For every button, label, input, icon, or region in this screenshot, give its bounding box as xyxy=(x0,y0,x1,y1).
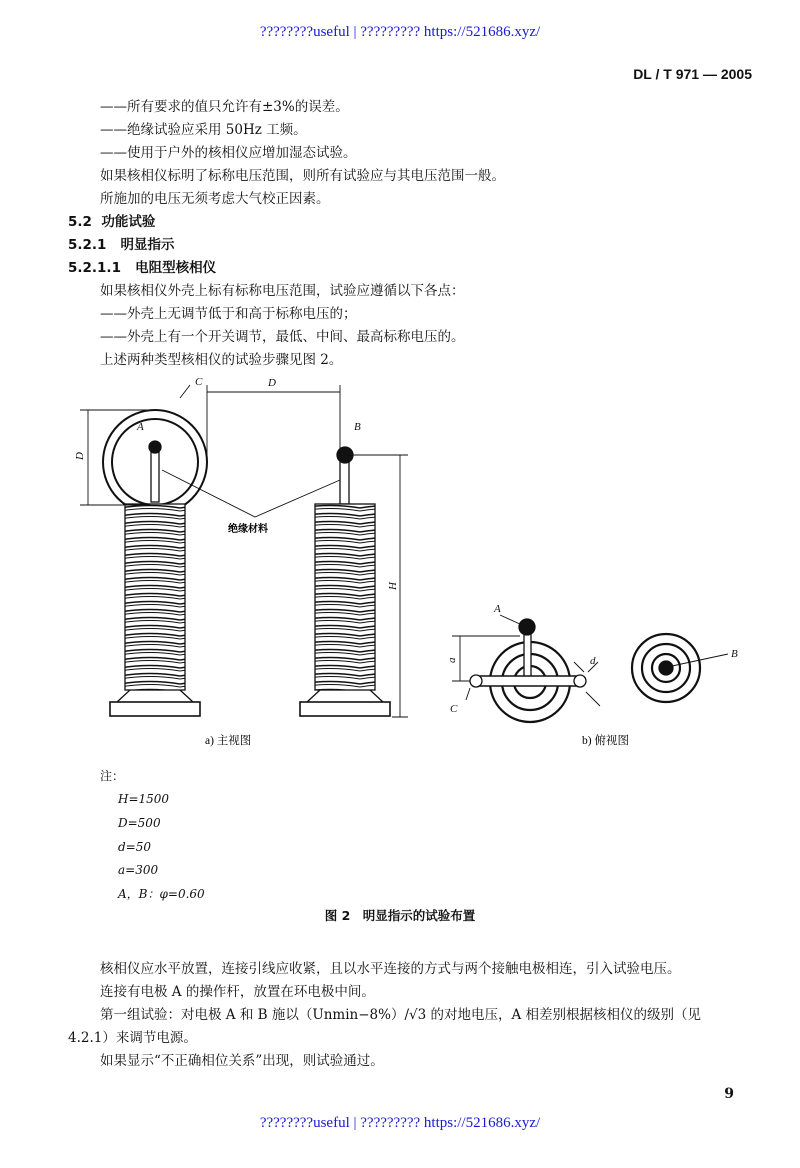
label-a-left: A xyxy=(137,421,144,433)
label-b-left: B xyxy=(354,421,361,433)
footer-watermark[interactable]: ????????useful | ????????? https://521686.xyz/ xyxy=(259,1115,541,1131)
section-number: 5.2.1.1 xyxy=(68,260,121,276)
note-item: d=50 xyxy=(118,840,152,854)
note-item: A，B：φ=0.60 xyxy=(118,887,205,901)
text-line: ——使用于户外的核相仪应增加湿态试验。 xyxy=(100,145,357,161)
insulator-right xyxy=(315,504,375,690)
text-line: ——绝缘试验应采用 50Hz 工频。 xyxy=(100,122,307,138)
insulator-left xyxy=(125,504,185,690)
text-line: ——所有要求的值只允许有±3%的误差。 xyxy=(100,99,349,115)
text-line: 上述两种类型核相仪的试验步骤见图 2。 xyxy=(100,352,343,368)
label-a-right: A xyxy=(494,603,501,615)
text-line: 如果核相仪标明了标称电压范围，则所有试验应与其电压范围一般。 xyxy=(100,168,505,184)
standard-id: DL / T 971 — 2005 xyxy=(633,66,752,82)
figure-title: 图 2 明显指示的试验布置 xyxy=(324,908,476,923)
base-left xyxy=(110,702,200,716)
text-line: ——外壳上无调节低于和高于标称电压的； xyxy=(100,306,357,322)
caption-b: b) 俯视图 xyxy=(582,735,629,747)
label-h: H xyxy=(387,582,399,590)
note-item: a=300 xyxy=(118,863,159,877)
text-line: ——外壳上有一个开关调节，最低、中间、最高标称电压的。 xyxy=(100,329,465,345)
label-c-right: C xyxy=(450,703,458,715)
page-number: 9 xyxy=(724,1086,734,1102)
text-line: 如果核相仪外壳上标有标称电压范围，试验应遵循以下各点： xyxy=(100,283,465,299)
rod-a xyxy=(151,452,159,502)
section-number: 5.2.1 xyxy=(68,237,107,253)
header-watermark[interactable]: ????????useful | ????????? https://521686.xyz/ xyxy=(259,24,541,40)
top-view xyxy=(632,634,728,702)
label-b-right: B xyxy=(731,648,738,660)
label-insulation: 绝缘材料 xyxy=(228,524,268,535)
note-item: D=500 xyxy=(118,816,161,830)
electrode-a xyxy=(149,441,161,453)
label-a-dim: a xyxy=(446,657,458,663)
text-line: 第一组试验：对电极 A 和 B 施以（Unmin−8%）/√3 的对地电压，A 相差别根据核相仪的级别（见 xyxy=(100,1007,702,1023)
label-d-left: D xyxy=(74,452,86,460)
section-title: 功能试验 xyxy=(101,214,156,230)
base-right xyxy=(300,702,390,716)
note-item: H=1500 xyxy=(118,792,170,806)
text-line: 所施加的电压无须考虑大气校正因素。 xyxy=(100,191,330,207)
text-line: 连接有电极 A 的操作杆，放置在环电极中间。 xyxy=(100,984,375,1000)
label-d-small: d xyxy=(590,655,596,667)
label-c: C xyxy=(195,376,203,388)
text-line: 4.2.1）来调节电源。 xyxy=(68,1030,197,1046)
note-title: 注： xyxy=(100,769,125,783)
side-view xyxy=(452,619,600,722)
text-line: 核相仪应水平放置，连接引线应收紧，且以水平连接的方式与两个接触电极相连，引入试验电压。 xyxy=(100,961,681,977)
section-number: 5.2 xyxy=(68,214,92,230)
label-d-top: D xyxy=(268,377,276,389)
section-title: 明显指示 xyxy=(120,237,175,253)
text-line: 如果显示“不正确相位关系”出现，则试验通过。 xyxy=(100,1053,384,1069)
rod-b xyxy=(340,458,349,504)
caption-a: a) 主视图 xyxy=(205,735,252,747)
section-title: 电阻型核相仪 xyxy=(135,260,217,276)
